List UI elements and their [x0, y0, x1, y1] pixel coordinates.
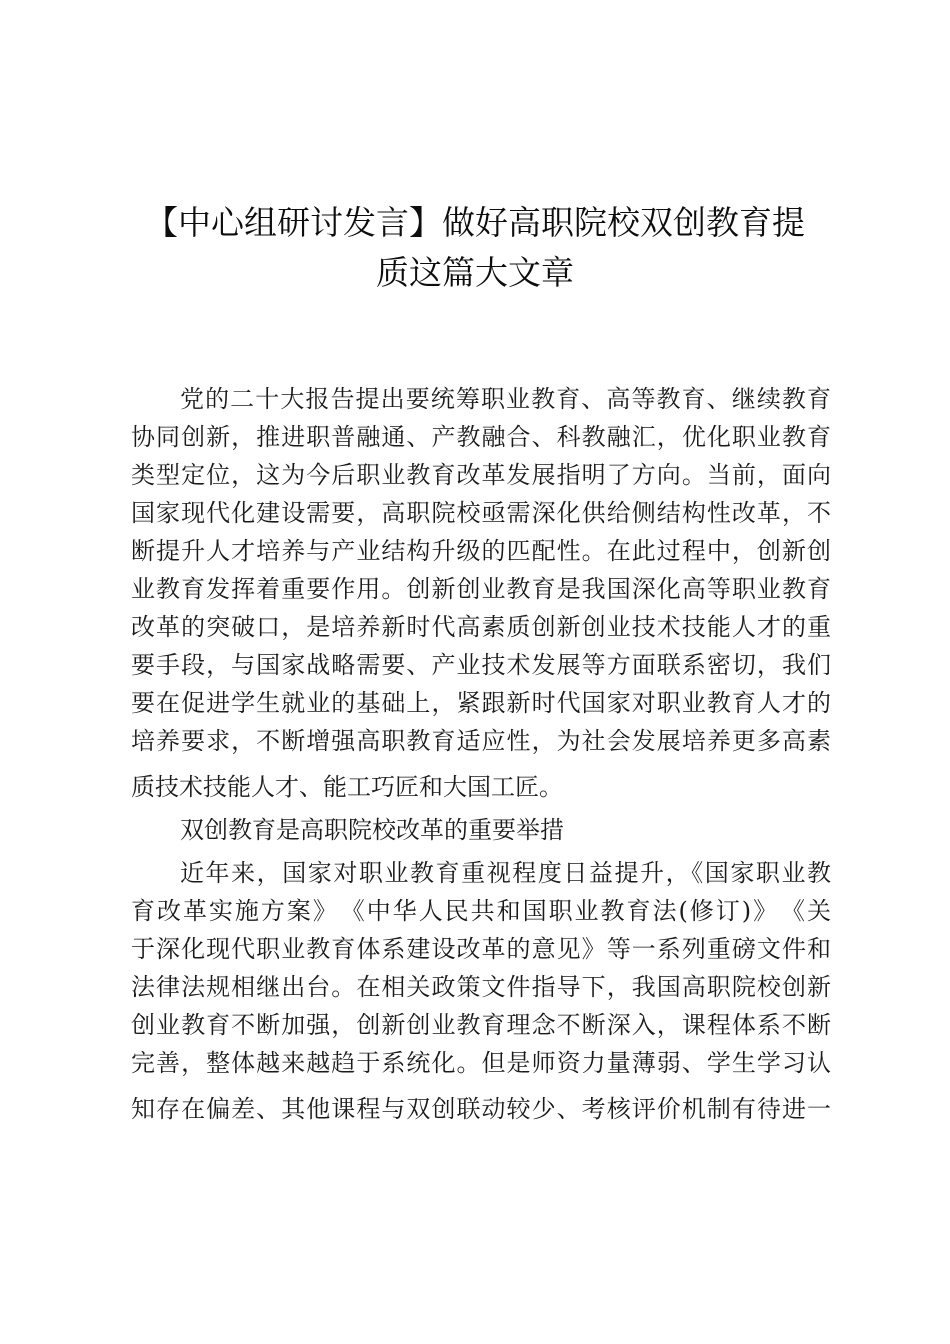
paragraph-line: 知存在偏差、其他课程与双创联动较少、考核评价机制有待进一	[131, 1095, 831, 1123]
paragraph-1	[131, 380, 831, 806]
paragraph-line: 协同创新，推进职普融通、产教融合、科教融汇，优化职业教育	[131, 423, 831, 451]
document-body	[131, 380, 831, 1128]
paragraph-line: 要手段，与国家战略需要、产业技术发展等方面联系密切，我们	[131, 651, 831, 679]
paragraph-line: 要在促进学生就业的基础上，紧跟新时代国家对职业教育人才的	[131, 689, 831, 717]
document-title	[110, 198, 840, 298]
paragraph-line: 业教育发挥着重要作用。创新创业教育是我国深化高等职业教育	[131, 575, 831, 603]
title-line-1: 【中心组研讨发言】做好高职院校双创教育提	[145, 203, 805, 242]
paragraph-line: 断提升人才培养与产业结构升级的匹配性。在此过程中，创新创	[131, 537, 831, 565]
paragraph-line: 法律法规相继出台。在相关政策文件指导下，我国高职院校创新	[131, 973, 831, 1001]
paragraph-line: 改革的突破口，是培养新时代高素质创新创业技术技能人才的重	[131, 613, 831, 641]
paragraph-2	[131, 854, 831, 1128]
paragraph-line: 完善，整体越来越趋于系统化。但是师资力量薄弱、学生学习认	[131, 1049, 831, 1077]
paragraph-line: 类型定位，这为今后职业教育改革发展指明了方向。当前，面向	[131, 461, 831, 489]
paragraph-line: 育改革实施方案》 《中华人民共和国职业教育法(修订)》 《关	[131, 897, 831, 925]
paragraph-line: 国家现代化建设需要，高职院校亟需深化供给侧结构性改革，不	[131, 499, 831, 527]
paragraph-line: 培养要求，不断增强高职教育适应性，为社会发展培养更多高素	[131, 727, 831, 755]
paragraph-line: 质技术技能人才、能工巧匠和大国工匠。	[131, 773, 563, 801]
paragraph-line: 近年来，国家对职业教育重视程度日益提升，《国家职业教	[180, 859, 831, 887]
paragraph-line: 党的二十大报告提出要统筹职业教育、高等教育、继续教育	[180, 385, 831, 413]
paragraph-line: 于深化现代职业教育体系建设改革的意见》等一系列重磅文件和	[131, 935, 831, 963]
section-heading: 双创教育是高职院校改革的重要举措	[180, 816, 564, 844]
title-line-2: 质这篇大文章	[376, 253, 574, 292]
paragraph-line: 创业教育不断加强，创新创业教育理念不断深入，课程体系不断	[131, 1011, 831, 1039]
